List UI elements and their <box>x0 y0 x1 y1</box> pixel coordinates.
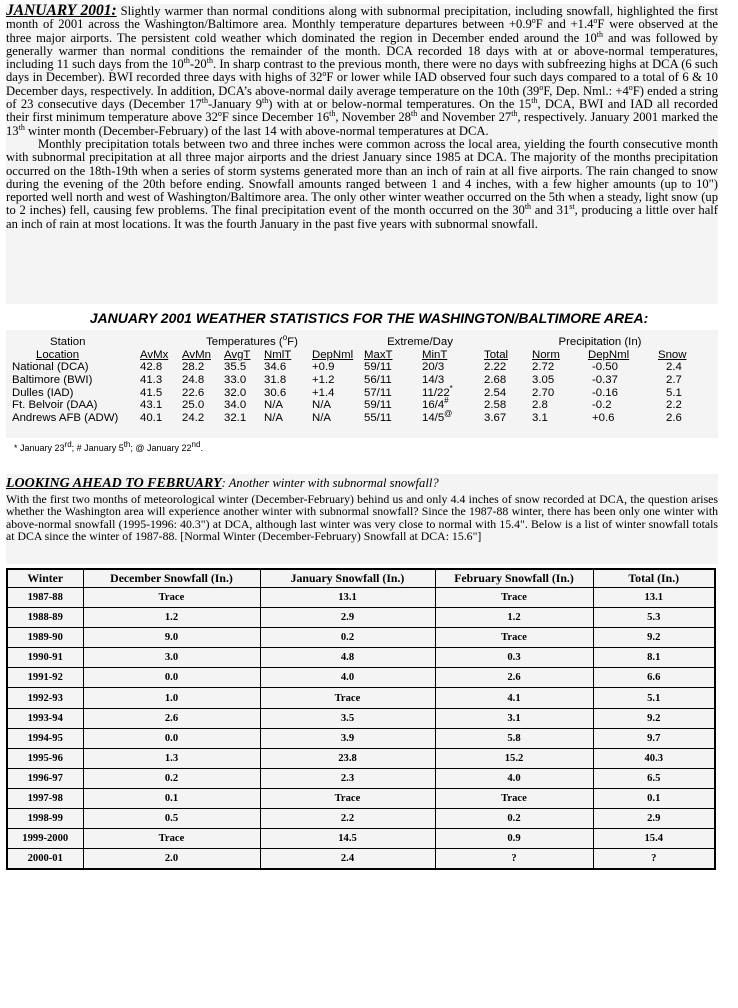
january-summary <box>6 4 718 304</box>
col-header-snow: Snow <box>658 348 687 361</box>
table-row: 1993-94 2.6 3.5 3.1 9.2 <box>7 708 715 728</box>
header-january: January Snowfall (In.) <box>260 569 435 588</box>
outlook-section <box>6 474 718 564</box>
table-row: 1994-95 0.0 3.9 5.8 9.7 <box>7 728 715 748</box>
table-row: 2000-01 2.0 2.4 ? ? <box>7 849 715 870</box>
col-header-avgt: AvgT <box>224 348 251 361</box>
outlook-heading <box>6 474 718 492</box>
col-header-nmlt: NmlT <box>264 348 292 361</box>
january-heading: JANUARY 2001: <box>6 2 117 19</box>
station-group-header: Station <box>50 336 86 349</box>
extreme-group-header: Extreme/Day <box>387 336 453 349</box>
col-header-depnml: DepNml <box>312 348 354 361</box>
col-header-location: Location <box>36 348 80 361</box>
stats-footnote: * January 23rd; # January 5th; @ January 22nd. <box>14 440 203 453</box>
table-row: 1996-97 0.2 2.3 4.0 6.5 <box>7 768 715 788</box>
snowfall-header-row <box>7 569 715 588</box>
col-header-precip-depnml: DepNml <box>588 348 630 361</box>
table-row: 1998-99 0.5 2.2 0.2 2.9 <box>7 809 715 829</box>
snowfall-table <box>6 568 716 870</box>
stats-panel <box>6 330 718 438</box>
col-header-avmn: AvMn <box>182 348 211 361</box>
table-row: 1995-96 1.3 23.8 15.2 40.3 <box>7 748 715 768</box>
stats-column-header-row <box>12 349 704 362</box>
table-row: 1989-90 9.0 0.2 Trace 9.2 <box>7 628 715 648</box>
col-header-norm: Norm <box>532 348 560 361</box>
table-row: 1987-88 Trace 13.1 Trace 13.1 <box>7 588 715 608</box>
table-row: 1997-98 0.1 Trace Trace 0.1 <box>7 788 715 808</box>
table-row: 1990-91 3.0 4.8 0.3 8.1 <box>7 648 715 668</box>
table-row: 1999-2000 Trace 14.5 0.9 15.4 <box>7 829 715 849</box>
stats-group-header-row <box>12 336 704 349</box>
table-row: 1991-92 0.0 4.0 2.6 6.6 <box>7 668 715 688</box>
stats-row: Baltimore (BWI) 41.3 24.8 33.0 31.8 +1.2 56/11 14/3 2.68 3.05 -0.37 2.7 <box>12 374 682 387</box>
temperatures-group-header: Temperatures ($^o$F) <box>206 333 298 349</box>
weather-stats-table <box>12 333 704 424</box>
outlook-title: LOOKING AHEAD TO FEBRUARY <box>6 476 222 491</box>
header-february: February Snowfall (In.) <box>435 569 593 588</box>
summary-paragraph-1: JANUARY 2001: Slightly warmer than normal conditions along with subnormal precipitation, including snowfall, highlighted the first month of 2001 across the Washington/Baltimore area. Monthly temperature departures between $+0.9^oF$ and $+1.4^oF$ were observed at the three major airports. The persistent cold weather which dominated the region in December ended around the 10th and was followed by generally warmer than normal conditions the remainder of the month. DCA recorded 18 days with at or above-normal temperatures, including 11 such days from the 10th-20th. In sharp contrast to the previous month, there were no days with subfreezing highs at DCA (6 such days in December). BWI recorded three days with highs of 32$^o$F or lower while IAD observed four such days compared to a total of 6 & 10 December days, respectively. In addition, DCA’s above-normal daily average temperature on the 10th (39$^o$F, Dep. Nml.: $+4^oF$) ended a string of 23 consecutive days (December 17th-January 9th) with at or below-normal temperatures. On the 15th, DCA, BWI and IAD all recorded their first minimum temperature above 32$^o$F since December 16th, November 28th and November 27th, respectively. January 2001 marked the 13th winter month (December-February) of the last 14 with above-normal temperatures at DCA. <box>6 2 719 138</box>
table-row: 1992-93 1.0 Trace 4.1 5.1 <box>7 688 715 708</box>
col-header-avmx: AvMx <box>140 348 169 361</box>
col-header-maxt: MaxT <box>364 348 393 361</box>
col-header-mint: MinT <box>422 348 448 361</box>
col-header-total: Total <box>484 348 509 361</box>
stats-row: Ft. Belvoir (DAA) 43.1 25.0 34.0 N/A N/A 59/11 16/4# 2.58 2.8 -0.2 2.2 <box>12 396 682 412</box>
header-december: December Snowfall (In.) <box>83 569 260 588</box>
header-winter: Winter <box>7 569 83 588</box>
header-total: Total (In.) <box>593 569 715 588</box>
table-row: 1988-89 1.2 2.9 1.2 5.3 <box>7 608 715 628</box>
stats-row: National (DCA) 42.8 28.2 35.5 34.6 +0.9 59/11 20/3 2.22 2.72 -0.50 2.4 <box>12 361 682 374</box>
summary-paragraph-2: Monthly precipitation totals between two and three inches were common across the local area, yielding the fourth consecutive month with subnormal precipitation at all three major airports and the driest January since 1985 at DCA. The majority of the months precipitation occurred on the 18th-19th when a series of storm systems generated more than an inch of rain at all five airports. The rain changed to snow during the evening of the 20th before ending. Snowfall amounts ranged between 1 and 4 inches, with a few higher amounts (up to 10") reported well north and west of Washington/Baltimore area. The only other winter weather occurred on the 5th when a steady, light snow (up to 2 inches) fell, causing few problems. The final precipitation event of the month occurred on the 30th and 31st, producing a little over half an inch of rain at most locations. It was the fourth January in the past five years with subnormal snowfall. <box>6 136 718 231</box>
outlook-subtitle: : Another winter with subnormal snowfall? <box>221 476 439 490</box>
stats-row: Dulles (IAD) 41.5 22.6 32.0 30.6 +1.4 57/11 11/22* 2.54 2.70 -0.16 5.1 <box>12 383 682 399</box>
stats-title: JANUARY 2001 WEATHER STATISTICS FOR THE WASHINGTON/BALTIMORE AREA: <box>89 310 649 326</box>
stats-row: Andrews AFB (ADW) 40.1 24.2 32.1 N/A N/A 55/11 14/5@ 3.67 3.1 +0.6 2.6 <box>12 409 682 424</box>
outlook-body: With the first two months of meteorological winter (December-February) behind us and only 4.4 inches of snow recorded at DCA, the question arises whether the Washington area will experience another winter with subnormal snowfall? Since the 1987-88 winter, there has been only one winter with above-normal snowfall (1995-1996: 40.3") at DCA, although last winter was very close to normal with 15.4". Below is a list of winter snowfall totals at DCA since the winter of 1987-88. [Normal Winter (December-February) Snowfall at DCA: 15.6"] <box>6 492 718 544</box>
precipitation-group-header: Precipitation (In) <box>558 336 642 349</box>
